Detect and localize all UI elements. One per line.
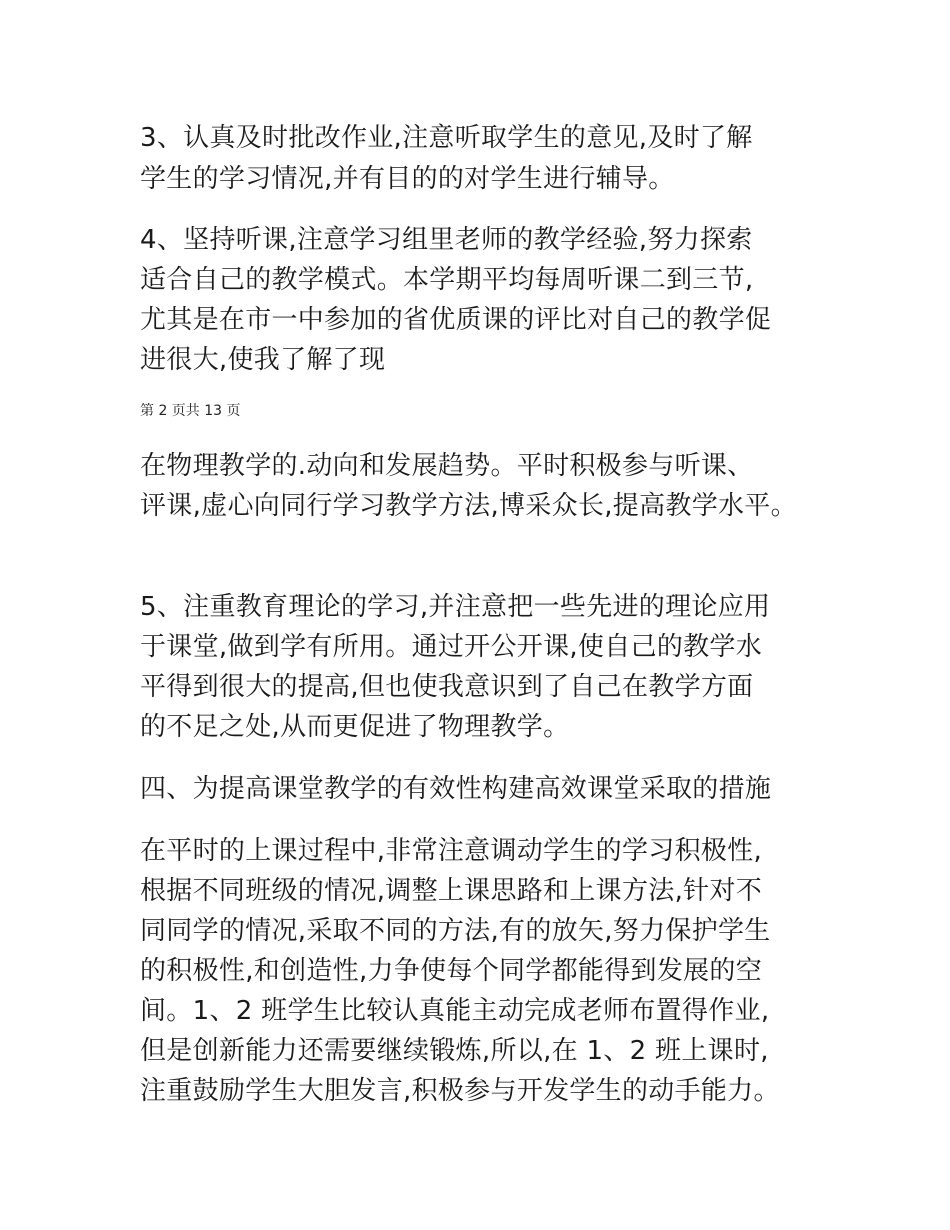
section-heading-four: 四、为提高课堂教学的有效性构建高效课堂采取的措施 xyxy=(140,774,772,804)
paragraph-4-continued-line-1: 在物理教学的.动向和发展趋势。平时积极参与听课、 xyxy=(140,451,754,481)
paragraph-3-line-1: 3、认真及时批改作业,注意听取学生的意见,及时了解 xyxy=(140,123,753,153)
page-footer: 第 2 页共 13 页 xyxy=(140,403,241,419)
paragraph-4-line-3: 尤其是在市一中参加的省优质课的评比对自己的教学促 xyxy=(140,305,772,335)
body-paragraph-line-7: 注重鼓励学生大胆发言,积极参与开发学生的动手能力。 xyxy=(140,1076,780,1106)
paragraph-4-continued-line-2: 评课,虚心向同行学习教学方法,博采众长,提高教学水平。 xyxy=(140,491,797,521)
paragraph-4-line-1: 4、坚持听课,注意学习组里老师的教学经验,努力探索 xyxy=(140,225,753,255)
body-paragraph-line-1: 在平时的上课过程中,非常注意调动学生的学习积极性, xyxy=(140,836,763,866)
paragraph-5-line-3: 平得到很大的提高,但也使我意识到了自己在教学方面 xyxy=(140,672,754,702)
body-paragraph-line-5: 间。1、2 班学生比较认真能主动完成老师布置得作业, xyxy=(140,996,770,1026)
body-paragraph-line-4: 的积极性,和创造性,力争使每个同学都能得到发展的空 xyxy=(140,956,763,986)
paragraph-5-line-1: 5、注重教育理论的学习,并注意把一些先进的理论应用 xyxy=(140,592,771,622)
paragraph-4-line-4: 进很大,使我了解了现 xyxy=(140,345,386,375)
body-paragraph-line-2: 根据不同班级的情况,调整上课思路和上课方法,针对不 xyxy=(140,876,763,906)
body-paragraph-line-6: 但是创新能力还需要继续锻炼,所以,在 1、2 班上课时, xyxy=(140,1036,769,1066)
paragraph-4-line-2: 适合自己的教学模式。本学期平均每周听课二到三节, xyxy=(140,265,754,295)
body-paragraph-line-3: 同同学的情况,采取不同的方法,有的放矢,努力保护学生 xyxy=(140,916,771,946)
paragraph-3-line-2: 学生的学习情况,并有目的的对学生进行辅导。 xyxy=(140,164,675,194)
paragraph-5-line-4: 的不足之处,从而更促进了物理教学。 xyxy=(140,712,570,742)
paragraph-5-line-2: 于课堂,做到学有所用。通过开公开课,使自己的教学水 xyxy=(140,632,763,662)
